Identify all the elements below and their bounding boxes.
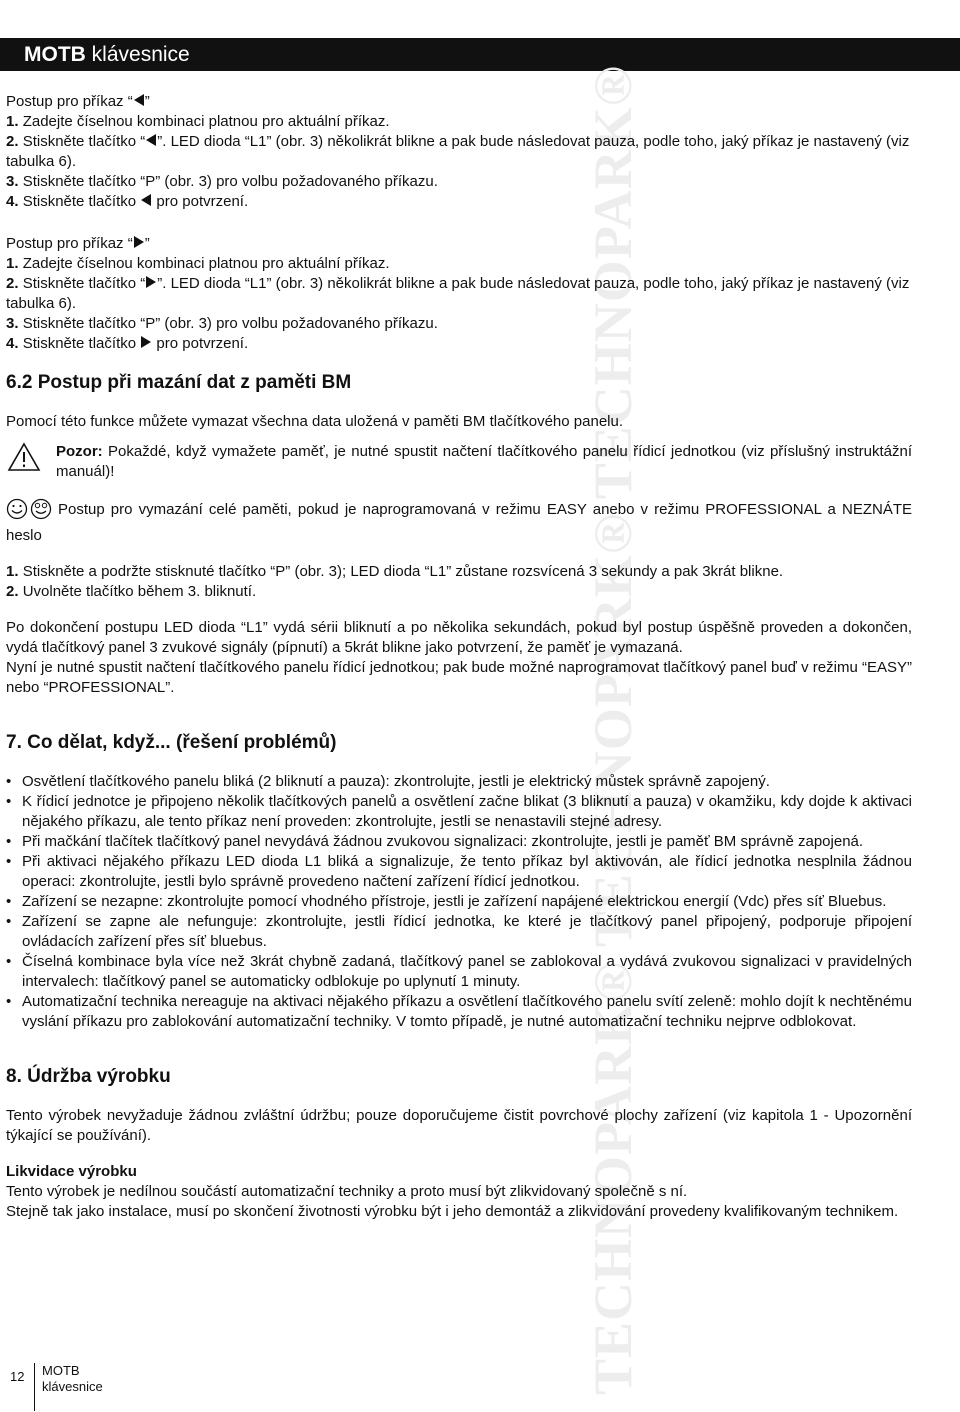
erase-step-2: 2. Uvolněte tlačítko během 3. bliknutí.: [6, 583, 257, 600]
right-arrow-icon: [141, 336, 151, 348]
page-number: 12: [10, 1369, 25, 1384]
maintenance-text: Tento výrobek nevyžaduje žádnou zvláštní údržbu; pouze doporučujeme čistit povrchové plochy zařízení (viz kapitola 1 - Upozornění týkající se používání).: [6, 1107, 912, 1144]
disposal-paragraph-1: Tento výrobek je nedílnou součástí automatizační techniky a proto musí být zlikvidovaný společně s ní.: [6, 1183, 688, 1200]
list-item: • Při aktivaci nějakého příkazu LED dioda L1 bliká a signalizuje, že tento příkaz byl aktivován, ale řídicí jednotka nesplnila žádnou operaci: zkontrolujte, jestli bylo správně provedeno načtení zařízení řídicí jednotkou.: [6, 852, 912, 892]
left-step-3: 3. Stiskněte tlačítko “P” (obr. 3) pro volbu požadovaného příkazu.: [6, 173, 438, 190]
list-item: • K řídicí jednotce je připojeno několik tlačítkových panelů a osvětlení začne blikat (3 bliknutí a pauza) v okamžiku, kdy dojde k aktivaci nějakého příkazu, ale tento příkaz není proveden: zkontrolujte, jestli se nenastavili stejné adresy.: [6, 792, 912, 832]
left-step-2: 2. Stiskněte tlačítko “ ”. LED dioda “L1” (obr. 3) několikrát blikne a pak bude následovat pauza, podle toho, jaký příkaz je nastavený (viz tabulka 6).: [6, 133, 910, 170]
right-arrow-icon: [146, 276, 156, 288]
left-arrow-icon: [141, 194, 151, 206]
after-paragraph-2: Nyní je nutné spustit načtení tlačítkového panelu řídicí jednotkou; pak bude možné naprogramovat tlačítkový panel buď v režimu “EASY” nebo “PROFESSIONAL”.: [6, 659, 912, 696]
disposal-title: Likvidace výrobku: [6, 1163, 137, 1180]
list-item: • Automatizační technika nereaguje na aktivaci nějakého příkazu a osvětlení tlačítkového panelu svítí zeleně: mohlo dojít k nechtěnému vyslání příkazu pro zablokování automatizační techniky. V tomto případě, je nutné automatizační techniku nejprve odblokovat.: [6, 992, 912, 1032]
section-8-heading: 8. Údržba výrobku: [6, 1066, 171, 1087]
smile-icons: [6, 498, 54, 526]
disposal-paragraph-2: Stejně tak jako instalace, musí po skončení životnosti výrobku být i jeho demontáž a zlikvidování provedeny kvalifikovaným technikem.: [6, 1203, 899, 1220]
list-item: • Číselná kombinace byla více než 3krát chybně zadaná, tlačítkový panel se zablokoval a vydává zvukovou signalizaci v pravidelných intervalech: tlačítkový panel se automaticky odblokuje po uplynutí 1 minuty.: [6, 952, 912, 992]
section-6-2-intro: Pomocí této funkce můžete vymazat všechna data uložená v paměti BM tlačítkového panelu.: [6, 413, 623, 430]
left-step-4: 4. Stiskněte tlačítko pro potvrzení.: [6, 193, 249, 210]
left-arrow-icon: [146, 134, 156, 146]
footer-divider: [34, 1363, 35, 1411]
right-arrow-icon: [134, 236, 144, 248]
list-item: • Zařízení se zapne ale nefunguje: zkontrolujte, jestli řídicí jednotka, ke které je tlačítkový panel připojený, podporuje připojení ovládacích zařízení přes síť bluebus.: [6, 912, 912, 952]
left-arrow-icon: [134, 94, 144, 106]
warning-label: Pozor:: [56, 443, 103, 460]
list-item: • Osvětlení tlačítkového panelu bliká (2 bliknutí a pauza): zkontrolujte, jestli je elektrický můstek správně zapojený.: [6, 772, 912, 792]
section-7-heading: 7. Co dělat, když... (řešení problémů): [6, 732, 337, 753]
right-cmd-title: Postup pro příkaz “ ”: [6, 235, 150, 252]
right-step-4: 4. Stiskněte tlačítko pro potvrzení.: [6, 335, 249, 352]
right-step-3: 3. Stiskněte tlačítko “P” (obr. 3) pro volbu požadovaného příkazu.: [6, 315, 438, 332]
list-item: • Při mačkání tlačítek tlačítkový panel nevydává žádnou zvukovou signalizaci: zkontrolujte, jestli je paměť BM správně zapojená.: [6, 832, 912, 852]
main-content: [6, 92, 912, 1222]
warning-text: Pokaždé, když vymažete paměť, je nutné spustit načtení tlačítkového panelu řídicí jednotkou (viz příslušný instruktážní manuál)!: [56, 443, 913, 480]
troubleshooting-list: [6, 772, 912, 1032]
after-paragraph-1: Po dokončení postupu LED dioda “L1” vydá sérii bliknutí a po několika sekundách, pokud byl postup úspěšně proveden a dokončen, vydá tlačítkový panel 3 zvukové signály (pípnutí) a 5krát blikne jako potvrzení, že paměť je vymazaná.: [6, 619, 912, 656]
watermark-text: TECHNOPARK® TECHNOPARK® TECHNOPARK®: [583, 64, 643, 1395]
header-title: klávesnice: [91, 43, 190, 66]
warning-block: [6, 442, 912, 482]
erase-step-1: 1. Stiskněte a podržte stisknuté tlačítko “P” (obr. 3); LED dioda “L1” zůstane rozsvícená 3 sekundy a pak 3krát blikne.: [6, 563, 784, 580]
procedure-title: Postup pro vymazání celé paměti, pokud je naprogramovaná v režimu EASY anebo v režimu PROFESSIONAL a NEZNÁTE heslo: [6, 498, 912, 546]
section-6-2-heading: 6.2 Postup při mazání dat z paměti BM: [6, 372, 352, 393]
footer-text: MOTB klávesnice: [42, 1363, 103, 1394]
warning-icon: [7, 442, 41, 472]
list-item: • Zařízení se nezapne: zkontrolujte pomocí vhodného přístroje, jestli je zařízení napájené elektrickou energií (Vdc) přes síť Bluebus.: [6, 892, 912, 912]
left-step-1: 1. Zadejte číselnou kombinaci platnou pro aktuální příkaz.: [6, 113, 390, 130]
left-cmd-title: Postup pro příkaz “ ”: [6, 93, 150, 110]
right-step-1: 1. Zadejte číselnou kombinaci platnou pro aktuální příkaz.: [6, 255, 390, 272]
smiley-icon: [6, 498, 54, 520]
header-title-bold: MOTB: [24, 43, 86, 66]
page-header: [0, 38, 960, 71]
right-step-2: 2. Stiskněte tlačítko “ ”. LED dioda “L1” (obr. 3) několikrát blikne a pak bude následovat pauza, podle toho, jaký příkaz je nastavený (viz tabulka 6).: [6, 275, 910, 312]
